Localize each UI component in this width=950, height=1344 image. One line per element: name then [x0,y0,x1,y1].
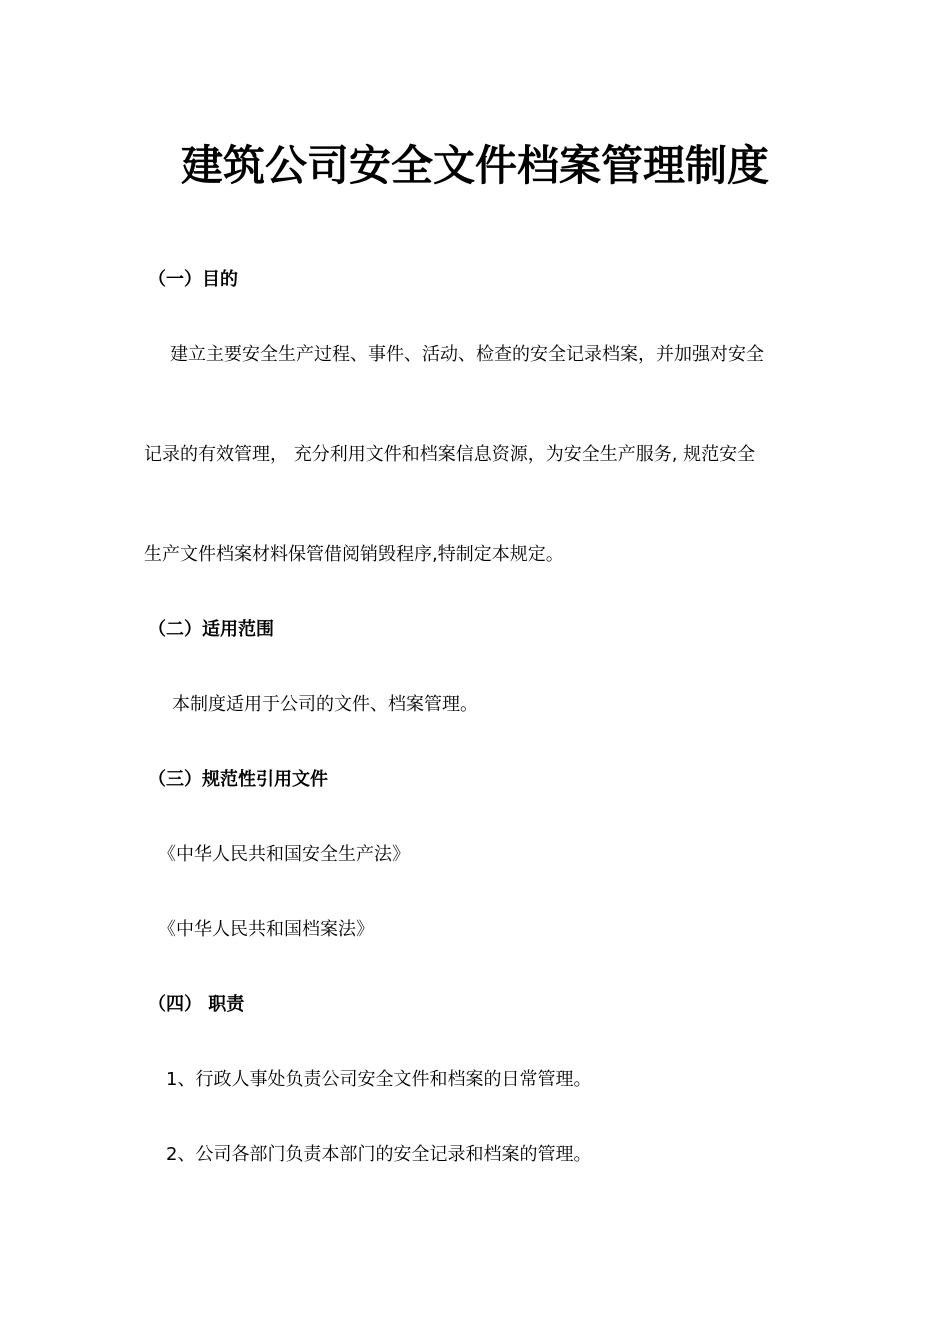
paragraph-line: 记录的有效管理， 充分利用文件和档案信息资源，为安全生产服务, 规范安全 [144,444,756,465]
section-heading-duties: （四） 职责 [148,994,245,1015]
paragraph-line: 建立主要安全生产过程、事件、活动、检查的安全记录档案，并加强对安全 [170,344,764,365]
paragraph-line: 生产文件档案材料保管借阅销毁程序,特制定本规定。 [144,544,564,565]
paragraph-line: 本制度适用于公司的文件、档案管理。 [172,694,478,715]
duty-item: 1、行政人事处负责公司安全文件和档案的日常管理。 [166,1069,592,1090]
reference-item: 《中华人民共和国安全生产法》 [158,844,410,865]
document-title: 建筑公司安全文件档案管理制度 [180,141,769,190]
section-heading-purpose: （一）目的 [148,269,238,290]
section-heading-references: （三）规范性引用文件 [148,769,328,790]
section-heading-scope: （二）适用范围 [148,619,274,640]
reference-item: 《中华人民共和国档案法》 [158,919,374,940]
duty-item: 2、公司各部门负责本部门的安全记录和档案的管理。 [166,1144,592,1165]
